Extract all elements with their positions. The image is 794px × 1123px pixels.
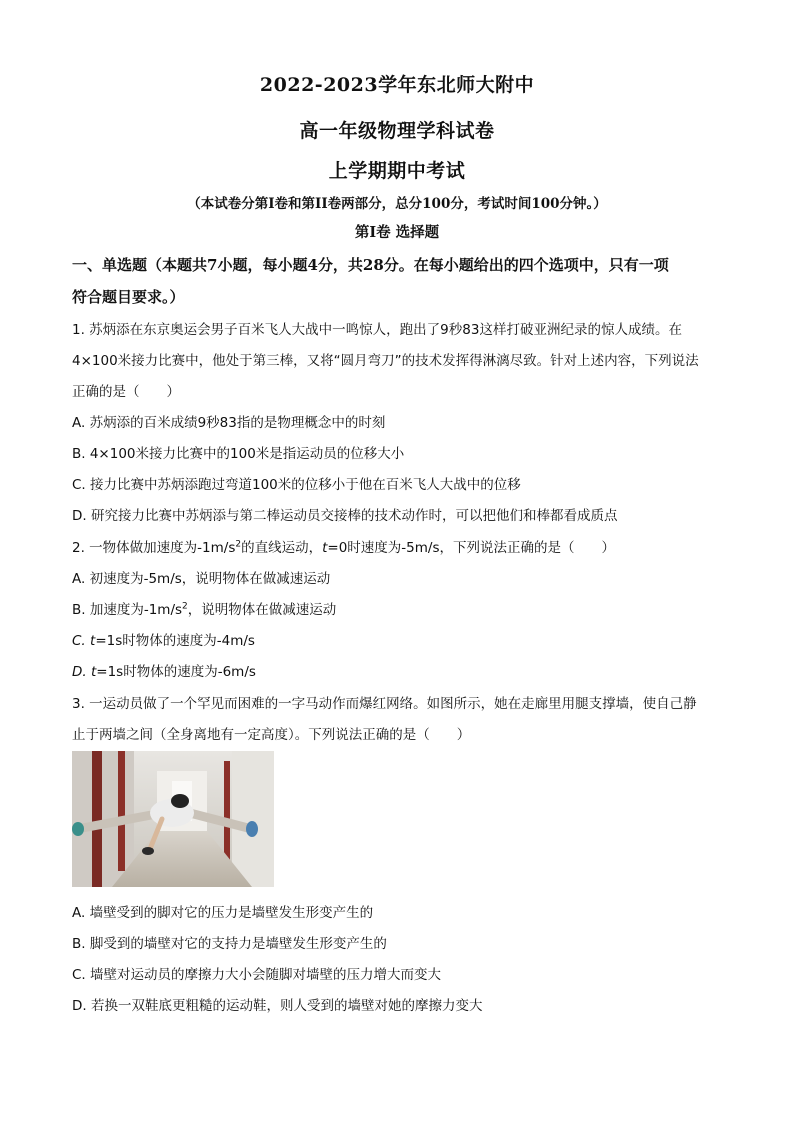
q1-option-b: B. 4×100米接力比赛中的100米是指运动员的位移大小 [72, 446, 405, 462]
q1-stem-line3: 正确的是（ ） [72, 384, 180, 400]
q1-option-c: C. 接力比赛中苏炳添跑过弯道100米的位移小于他在百米飞人大战中的位移 [72, 477, 521, 493]
q1-stem-line1: 1. 苏炳添在东京奥运会男子百米飞人大战中一鸣惊人，跑出了9秒83这样打破亚洲纪录的惊人成绩。在 [72, 322, 682, 338]
exam-title-term: 上学期期中考试 [328, 160, 466, 182]
q2-option-a: A. 初速度为-5m/s，说明物体在做减速运动 [72, 571, 331, 587]
exam-instructions: （本试卷分第I卷和第II卷两部分，总分100分，考试时间100分钟。） [187, 196, 607, 212]
q1-option-a: A. 苏炳添的百米成绩9秒83指的是物理概念中的时刻 [72, 415, 386, 431]
q2-option-b [72, 598, 336, 618]
q2-option-d [72, 660, 256, 680]
q2-stem-superscript: 2 [235, 539, 242, 550]
q2-stem-part1: 2. 一物体做加速度为-1m/s [72, 540, 236, 556]
q2-stem-part2: 的直线运动， [241, 540, 323, 556]
q3-photo-split-between-walls [72, 751, 274, 887]
q2-option-d-part2: =1s时物体的速度为-6m/s [96, 664, 256, 680]
q2-option-c-part1: C. t [72, 633, 96, 649]
q3-option-a: A. 墙壁受到的脚对它的压力是墙壁发生形变产生的 [72, 905, 374, 921]
q2-option-c-part2: =1s时物体的速度为-4m/s [95, 633, 255, 649]
q3-option-d: D. 若换一双鞋底更粗糙的运动鞋，则人受到的墙壁对她的摩擦力变大 [72, 998, 483, 1014]
q2-stem [72, 536, 615, 556]
q1-stem-line2: 4×100米接力比赛中，他处于第三棒，又将“圆月弯刀”的技术发挥得淋漓尽致。针对上述内容，下列说法 [72, 353, 699, 369]
part-heading: 第Ⅰ卷 选择题 [354, 224, 440, 241]
q2-option-b-superscript: 2 [182, 601, 188, 612]
q2-option-b-part2: ，说明物体在做减速运动 [187, 602, 337, 618]
section-heading-line1: 一、单选题（本题共7小题，每小题4分，共28分。在每小题给出的四个选项中，只有一项 [72, 256, 669, 274]
q2-stem-part3: =0时速度为-5m/s，下列说法正确的是（ ） [327, 540, 615, 556]
q3-stem-line2: 止于两墙之间（全身离地有一定高度）。下列说法正确的是（ ） [72, 727, 471, 743]
q3-option-c: C. 墙壁对运动员的摩擦力大小会随脚对墙壁的压力增大而变大 [72, 967, 442, 983]
q3-option-b: B. 脚受到的墙壁对它的支持力是墙壁发生形变产生的 [72, 936, 387, 952]
q2-option-b-part1: B. 加速度为-1m/s [72, 602, 183, 618]
q2-option-c [72, 629, 255, 649]
q3-photo-illustration [72, 751, 274, 887]
exam-title-school: 2022-2023学年东北师大附中 [259, 74, 535, 96]
q2-stem-variable-t: t [322, 540, 328, 556]
q3-stem-line1: 3. 一运动员做了一个罕见而困难的一字马动作而爆红网络。如图所示，她在走廊里用腿支撑墙，使自己静 [72, 696, 697, 712]
exam-title-subject: 高一年级物理学科试卷 [299, 120, 495, 142]
q2-option-d-part1: D. t [72, 664, 97, 680]
section-heading-line2: 符合题目要求。） [72, 288, 185, 306]
q1-option-d: D. 研究接力比赛中苏炳添与第二棒运动员交接棒的技术动作时，可以把他们和棒都看成质点 [72, 508, 618, 524]
